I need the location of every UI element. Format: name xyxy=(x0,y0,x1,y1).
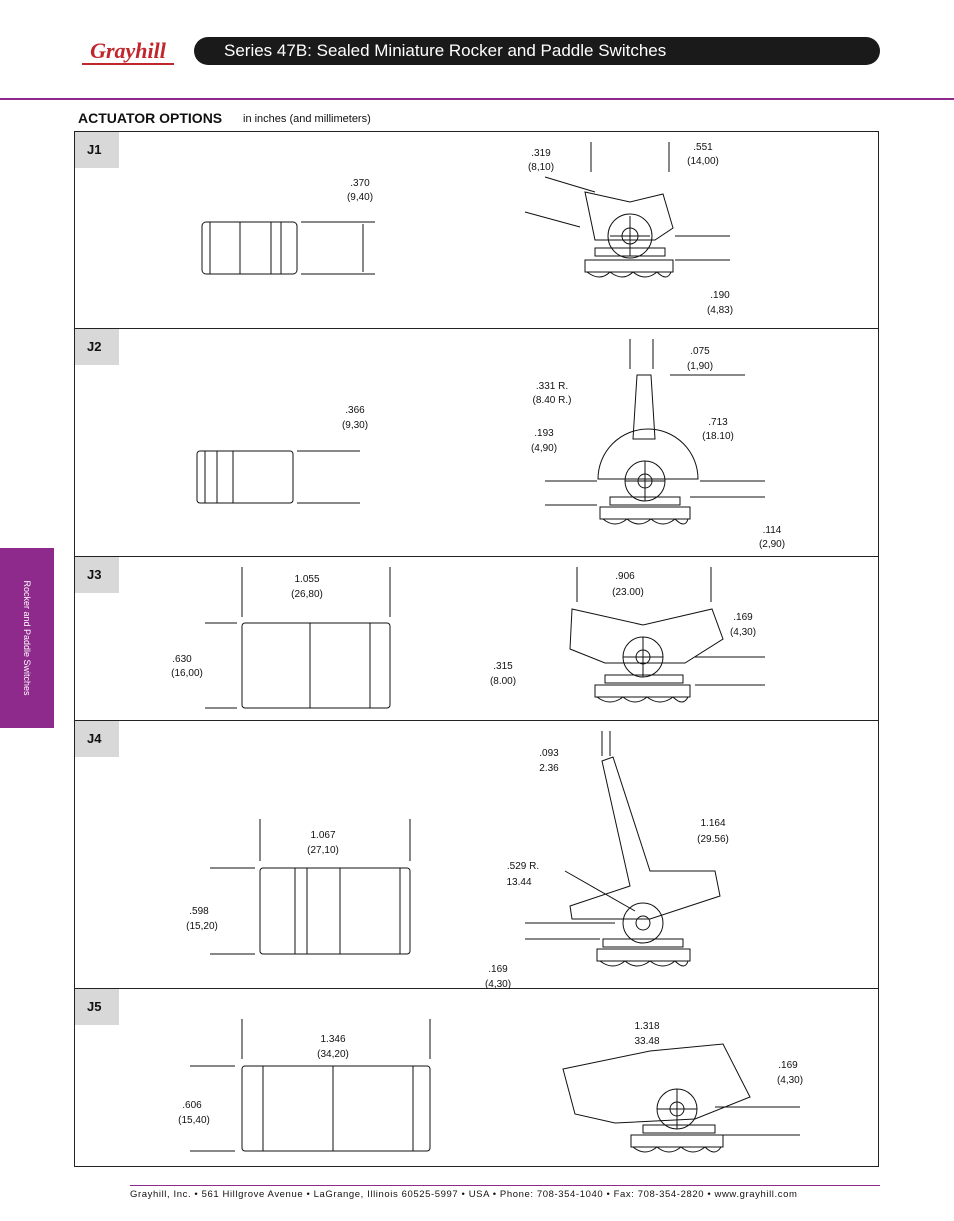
section-title: ACTUATOR OPTIONS xyxy=(78,110,223,126)
dim-value: .551 xyxy=(693,142,713,153)
dim-value: .315 xyxy=(493,661,513,672)
dim-value: (1,90) xyxy=(686,361,714,372)
actuator-options-table xyxy=(74,131,879,1167)
dim-value: .193 xyxy=(534,428,554,439)
dim-value: .331 R. xyxy=(535,381,569,392)
j1-drawing xyxy=(75,132,878,329)
dim-value: 2.36 xyxy=(539,763,559,774)
option-row-j3 xyxy=(75,557,878,721)
dim-value: .366 xyxy=(345,405,365,416)
dim-value: (15,40) xyxy=(178,1115,210,1126)
dim-value: .319 xyxy=(531,148,551,159)
dim-value: .598 xyxy=(189,906,209,917)
dim-value: 13.44 xyxy=(506,877,532,888)
dim-value: .169 xyxy=(488,964,508,975)
dim-value: .630 xyxy=(172,654,192,665)
footer-contact: Grayhill, Inc. • 561 Hillgrove Avenue • LaGrange, Illinois 60525-5997 • USA • Phone: 708-354-1040 • Fax: 708-354-2820 • www.grayhill.com xyxy=(130,1189,798,1200)
dim-value: (4,90) xyxy=(530,443,558,454)
j4-drawing xyxy=(75,721,878,989)
dim-value: .606 xyxy=(182,1100,202,1111)
dim-value: .093 xyxy=(539,748,559,759)
dim-value: .169 xyxy=(778,1060,798,1071)
dim-value: (4,83) xyxy=(706,305,734,316)
dim-value: (27,10) xyxy=(307,845,339,856)
dim-value: .169 xyxy=(733,612,753,623)
dim-value: (29.56) xyxy=(697,834,729,845)
dim-value: (34,20) xyxy=(317,1049,349,1060)
dim-value: (23.00) xyxy=(612,587,644,598)
dim-value: 33.48 xyxy=(634,1036,660,1047)
j5-drawing xyxy=(75,989,878,1166)
dim-value: (4,30) xyxy=(484,979,512,989)
dim-value: .075 xyxy=(690,346,710,357)
dim-value: (16,00) xyxy=(171,668,203,679)
dim-value: (8.00) xyxy=(489,676,517,687)
svg-text:Grayhill: Grayhill xyxy=(90,38,166,63)
grayhill-logo xyxy=(78,34,178,70)
dim-value: .114 xyxy=(762,525,782,536)
dim-value: (4,30) xyxy=(776,1075,804,1086)
dim-value: .713 xyxy=(708,417,728,428)
dim-value: 1.346 xyxy=(320,1034,346,1045)
dim-value: .906 xyxy=(615,571,635,582)
dim-value: (8.40 R.) xyxy=(532,395,572,406)
dim-value: (26,80) xyxy=(291,589,323,600)
page-title: Series 47B: Sealed Miniature Rocker and Paddle Switches xyxy=(224,41,667,60)
dim-value: 1.318 xyxy=(634,1021,660,1032)
dim-value: (8,10) xyxy=(527,162,555,173)
option-label: J1 xyxy=(75,132,119,168)
dim-value: (2,90) xyxy=(758,539,786,550)
j3-drawing xyxy=(75,557,878,721)
dim-value: (15,20) xyxy=(186,921,218,932)
side-tab xyxy=(0,548,54,728)
dim-value: .190 xyxy=(710,290,730,301)
option-label: J4 xyxy=(75,721,119,757)
dim-value: (14,00) xyxy=(687,156,719,167)
option-label: J3 xyxy=(75,557,119,593)
option-label: J2 xyxy=(75,329,119,365)
dim-value: .529 R. xyxy=(506,861,540,872)
dim-value: (4,30) xyxy=(729,627,757,638)
option-label: J5 xyxy=(75,989,119,1025)
dim-value: .370 xyxy=(350,178,370,189)
option-row-j2 xyxy=(75,329,878,557)
dim-value: 1.055 xyxy=(294,574,320,585)
dim-value: (9,30) xyxy=(341,420,369,431)
dim-value: (9,40) xyxy=(346,192,374,203)
footer-rule xyxy=(130,1185,880,1186)
page-title-banner xyxy=(194,37,880,65)
j2-drawing xyxy=(75,329,878,557)
header-rule xyxy=(0,98,954,100)
section-subtitle: in inches (and millimeters) xyxy=(243,113,371,125)
option-row-j1 xyxy=(75,132,878,329)
dim-value: 1.067 xyxy=(310,830,336,841)
option-row-j4 xyxy=(75,721,878,989)
dim-value: (18.10) xyxy=(702,431,734,442)
side-tab-label: Rocker and Paddle Switches xyxy=(22,580,32,696)
option-row-j5 xyxy=(75,989,878,1166)
dim-value: 1.164 xyxy=(700,818,726,829)
